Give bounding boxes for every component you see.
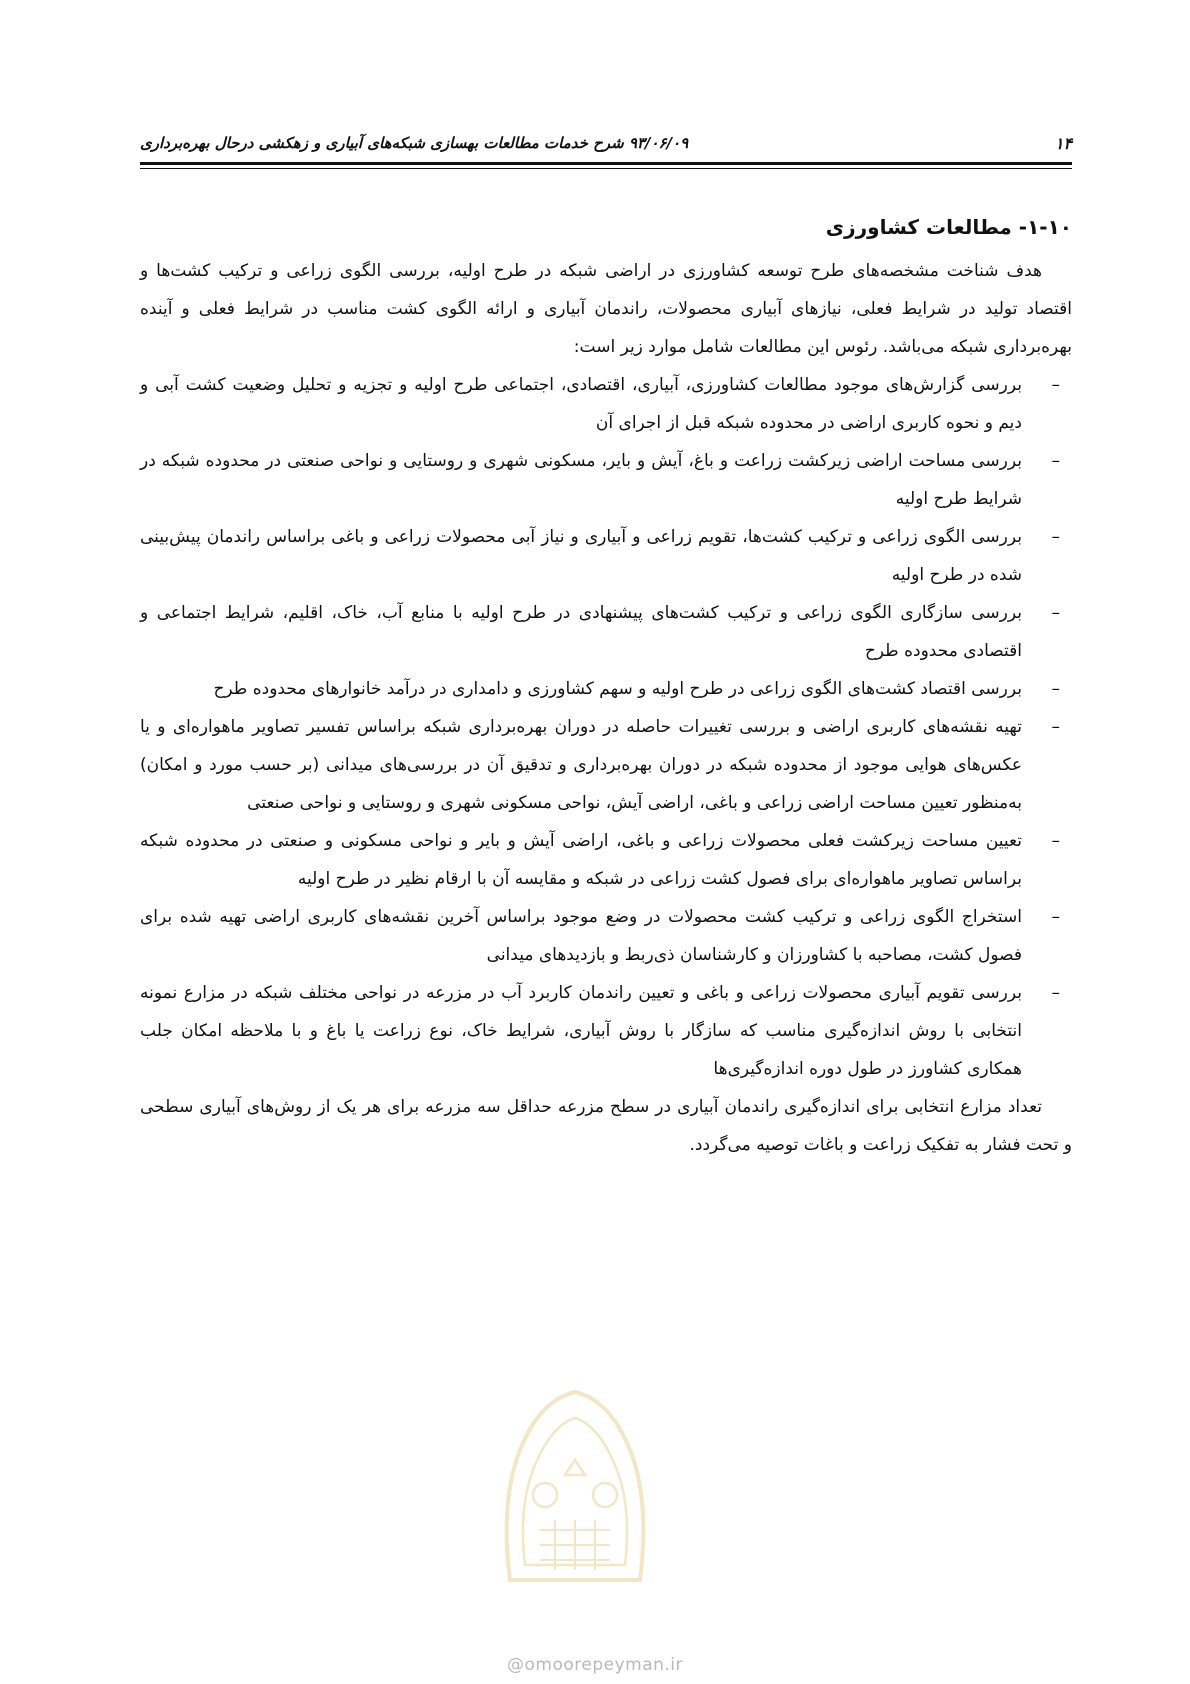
- bullet-item: [140, 518, 1072, 594]
- closing-paragraph: تعداد مزارع انتخابی برای اندازه‌گیری راندمان آبیاری در سطح مزرعه حداقل سه مزرعه برای هر یک از روش‌های آبیاری سطحی و تحت فشار به تفکیک زراعت و باغات توصیه می‌گردد.: [140, 1097, 1072, 1155]
- bullet-item: [140, 708, 1072, 822]
- bullet-dash: –: [1051, 717, 1060, 737]
- bullet-text: بررسی سازگاری الگوی زراعی و ترکیب کشت‌های پیشنهادی در طرح اولیه با منابع آب، خاک، اقلیم، شرایط اجتماعی و اقتصادی محدوده طرح: [140, 603, 1022, 661]
- page-number: ۱۴: [1054, 133, 1072, 153]
- bullet-text: استخراج الگوی زراعی و ترکیب کشت محصولات در وضع موجود براساس آخرین نقشه‌های کاربری اراضی تهیه شده برای فصول کشت، مصاحبه با کشاورزان و کارشناسان ذی‌ربط و بازدیدهای میدانی: [140, 907, 1022, 965]
- seal-watermark-icon: [480, 1380, 670, 1610]
- bullet-text: بررسی مساحت اراضی زیرکشت زراعت و باغ، آیش و بایر، مسکونی شهری و روستایی و نواحی صنعتی در محدوده شبکه در شرایط طرح اولیه: [140, 451, 1022, 509]
- bullet-item: [140, 974, 1072, 1088]
- page-content: [140, 212, 1072, 1164]
- page-header: [140, 128, 1072, 158]
- bullet-dash: –: [1051, 375, 1060, 395]
- bullet-text: بررسی تقویم آبیاری محصولات زراعی و باغی و تعیین راندمان کاربرد آب در مزرعه در نواحی مختلف شبکه در مزارع نمونه انتخابی با روش اندازه‌گیری مناسب که سازگار با روش آبیاری، شرایط خاک، نوع زراعت یا باغ و با ملاحظه امکان جلب همکاری کشاورز در طول دوره اندازه‌گیری‌ها: [140, 983, 1022, 1079]
- bullet-text: بررسی الگوی زراعی و ترکیب کشت‌ها، تقویم زراعی و آبیاری و نیاز آبی محصولات زراعی و باغی براساس راندمان پیش‌بینی شده در طرح اولیه: [140, 527, 1022, 585]
- bullet-dash: –: [1051, 603, 1060, 623]
- bullet-list: [140, 366, 1072, 1088]
- bullet-item: [140, 366, 1072, 442]
- bullet-text: بررسی گزارش‌های موجود مطالعات کشاورزی، آبیاری، اقتصادی، اجتماعی طرح اولیه و تجزیه و تحلیل وضعیت کشت آبی و دیم و نحوه کاربری اراضی در محدوده شبکه قبل از اجرای آن: [140, 375, 1022, 433]
- bullet-item: [140, 822, 1072, 898]
- header-rule-thick: [140, 162, 1072, 165]
- bullet-item: [140, 670, 1072, 708]
- bullet-dash: –: [1051, 831, 1060, 851]
- bullet-dash: –: [1051, 451, 1060, 471]
- bullet-text: تعیین مساحت زیرکشت فعلی محصولات زراعی و باغی، اراضی آیش و بایر و نواحی مسکونی و صنعتی در محدوده شبکه براساس تصاویر ماهواره‌ای برای فصول کشت زراعی در شبکه و مقایسه آن با ارقام نظیر در طرح اولیه: [140, 831, 1022, 889]
- intro-paragraph: هدف شناخت مشخصه‌های طرح توسعه کشاورزی در اراضی شبکه در طرح اولیه، بررسی الگوی زراعی و ترکیب کشت‌ها و اقتصاد تولید در شرایط فعلی، نیازهای آبیاری محصولات، راندمان آبیاری و ارائه الگوی کشت مناسب در شرایط فعلی و آینده بهره‌برداری شبکه می‌باشد. رئوس این مطالعات شامل موارد زیر است:: [140, 261, 1072, 357]
- bullet-dash: –: [1051, 907, 1060, 927]
- bullet-dash: –: [1051, 983, 1060, 1003]
- bullet-dash: –: [1051, 679, 1060, 699]
- header-rule-thin: [140, 168, 1072, 169]
- bullet-text: بررسی اقتصاد کشت‌های الگوی زراعی در طرح اولیه و سهم کشاورزی و دامداری در درآمد خانوارهای محدوده طرح: [213, 679, 1022, 699]
- header-title: ۹۳/۰۶/۰۹ شرح خدمات مطالعات بهسازی شبکه‌های آبیاری و زهکشی درحال بهره‌برداری: [140, 134, 689, 152]
- bullet-item: [140, 594, 1072, 670]
- bullet-text: تهیه نقشه‌های کاربری اراضی و بررسی تغییرات حاصله در دوران بهره‌برداری شبکه براساس تفسیر تصاویر ماهواره‌ای و یا عکس‌های هوایی موجود از محدوده شبکه در دوران بهره‌برداری و تدقیق آن در بررسی‌های میدانی (بر حسب مورد و امکان) به‌منظور تعیین مساحت اراضی زراعی و باغی، اراضی آیش، نواحی مسکونی شهری و روستایی و نواحی صنعتی: [140, 717, 1022, 813]
- bullet-item: [140, 898, 1072, 974]
- watermark-site: @omoorepeyman.ir: [506, 1655, 684, 1675]
- section-title: ۱-۱۰- مطالعات کشاورزی: [825, 215, 1072, 239]
- bullet-dash: –: [1051, 527, 1060, 547]
- bullet-item: [140, 442, 1072, 518]
